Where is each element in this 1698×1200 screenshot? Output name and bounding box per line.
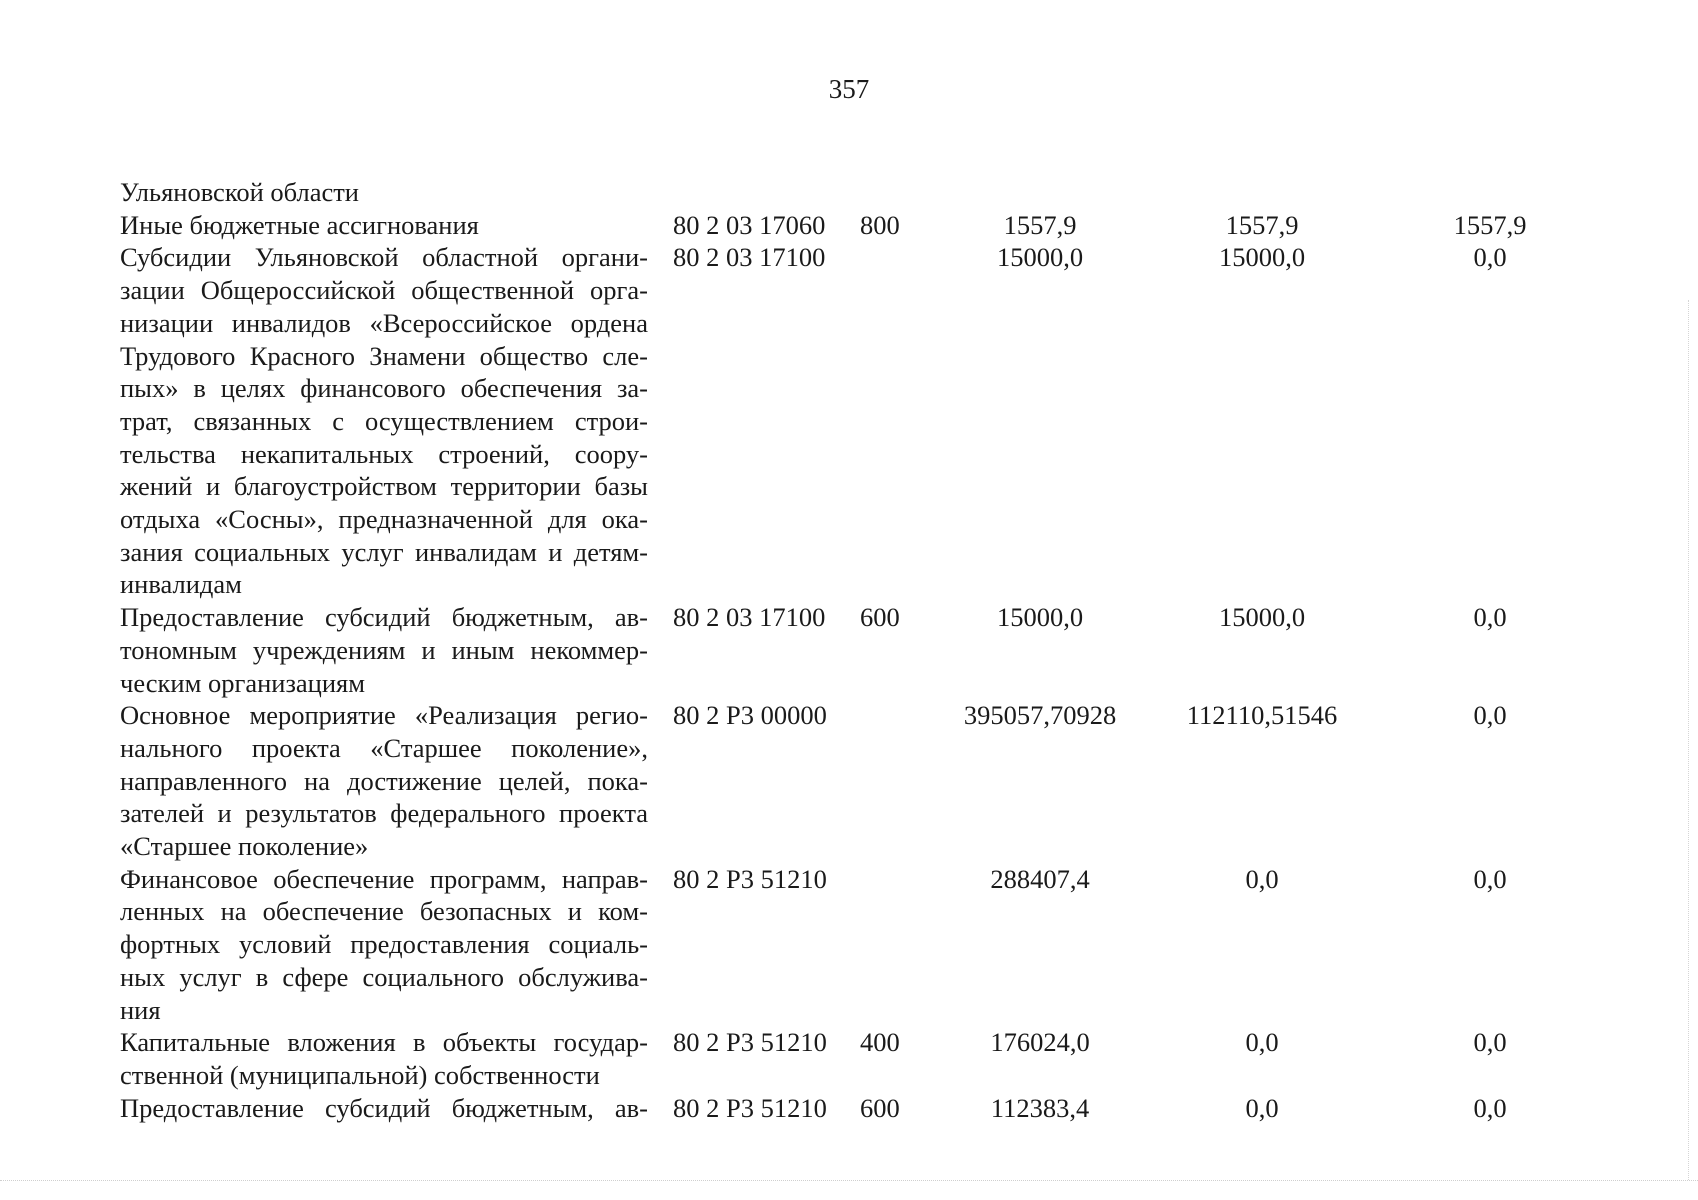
table-row bbox=[120, 1026, 1507, 1091]
description-line: тельства некапитальных строений, соору- bbox=[120, 438, 648, 469]
description-line: пых» в целях финансового обеспечения за- bbox=[120, 373, 648, 404]
table-row bbox=[120, 241, 1507, 601]
description-line: инвалидам bbox=[120, 569, 242, 600]
table-row bbox=[120, 863, 1507, 1027]
row-description bbox=[120, 863, 648, 1027]
description-line: ных услуг в сфере социального обслужива- bbox=[120, 961, 648, 992]
expense-type-code: 600 bbox=[860, 602, 900, 633]
description-line: зации Общероссийской общественной орга- bbox=[120, 275, 648, 306]
target-article-code: 80 2 Р3 51210 bbox=[673, 1092, 827, 1123]
table-row bbox=[120, 1092, 1507, 1125]
amount-year-2: 15000,0 bbox=[1218, 242, 1306, 273]
amount-year-3: 1557,9 bbox=[1453, 209, 1527, 240]
target-article-code: 80 2 03 17060 bbox=[673, 209, 826, 240]
target-article-code: 80 2 03 17100 bbox=[673, 242, 826, 273]
description-line: зания социальных услуг инвалидам и детям- bbox=[120, 536, 648, 567]
description-line: Трудового Красного Знамени общество сле- bbox=[120, 340, 648, 371]
budget-table bbox=[120, 176, 1527, 1124]
amount-year-2: 1557,9 bbox=[1225, 209, 1299, 240]
target-article-code: 80 2 Р3 51210 bbox=[673, 863, 827, 894]
description-line: Предоставление субсидий бюджетным, ав- bbox=[120, 1092, 648, 1123]
description-line: тономным учреждениям и иным некоммер- bbox=[120, 634, 648, 665]
description-line: Основное мероприятие «Реализация регио- bbox=[120, 700, 648, 731]
target-article-code: 80 2 03 17100 bbox=[673, 602, 826, 633]
description-line: «Старшее поколение» bbox=[120, 831, 369, 862]
amount-year-1: 176024,0 bbox=[990, 1027, 1090, 1058]
row-description bbox=[120, 1026, 648, 1091]
description-line: трат, связанных с осуществлением строи- bbox=[120, 405, 648, 436]
amount-year-3: 0,0 bbox=[1473, 863, 1507, 894]
table-row bbox=[120, 601, 1507, 699]
target-article-code: 80 2 Р3 51210 bbox=[673, 1027, 827, 1058]
description-line: отдыха «Сосны», предназначенной для ока- bbox=[120, 504, 648, 535]
description-line: Субсидии Ульяновской областной органи- bbox=[120, 242, 648, 273]
row-description bbox=[120, 699, 648, 863]
description-line: Иные бюджетные ассигнования bbox=[120, 209, 479, 240]
amount-year-2: 0,0 bbox=[1245, 1092, 1279, 1123]
scan-artifact-bottom bbox=[0, 1180, 1698, 1182]
amount-year-3: 0,0 bbox=[1473, 700, 1507, 731]
table-row bbox=[120, 209, 1527, 242]
description-line: ческим организациям bbox=[120, 667, 366, 698]
expense-type-code: 800 bbox=[860, 209, 900, 240]
row-description bbox=[120, 601, 648, 699]
amount-year-3: 0,0 bbox=[1473, 1027, 1507, 1058]
description-line: низации инвалидов «Всероссийское ордена bbox=[120, 307, 648, 338]
amount-year-2: 15000,0 bbox=[1218, 602, 1306, 633]
description-line: ния bbox=[120, 994, 161, 1025]
amount-year-1: 288407,4 bbox=[990, 863, 1090, 894]
amount-year-2: 0,0 bbox=[1245, 1027, 1279, 1058]
amount-year-2: 112110,51546 bbox=[1186, 700, 1338, 731]
description-line: Предоставление субсидий бюджетным, ав- bbox=[120, 602, 648, 633]
amount-year-1: 112383,4 bbox=[990, 1092, 1090, 1123]
description-line: направленного на достижение целей, пока- bbox=[120, 765, 648, 796]
description-line: Ульяновской области bbox=[120, 177, 359, 207]
description-line: нального проекта «Старшее поколение», bbox=[120, 732, 648, 763]
amount-year-1: 15000,0 bbox=[996, 602, 1084, 633]
amount-year-3: 0,0 bbox=[1473, 602, 1507, 633]
row-description bbox=[120, 209, 648, 242]
amount-year-1: 395057,70928 bbox=[963, 700, 1117, 731]
scan-artifact-edge bbox=[1688, 300, 1690, 1180]
description-line: зателей и результатов федерального проекта bbox=[120, 798, 648, 829]
table-row bbox=[120, 176, 648, 209]
page-number: 357 bbox=[828, 74, 870, 104]
row-description bbox=[120, 176, 648, 209]
row-description bbox=[120, 1092, 648, 1125]
expense-type-code: 400 bbox=[860, 1027, 900, 1058]
amount-year-3: 0,0 bbox=[1473, 242, 1507, 273]
amount-year-2: 0,0 bbox=[1245, 863, 1279, 894]
amount-year-1: 15000,0 bbox=[996, 242, 1084, 273]
description-line: Капитальные вложения в объекты государ- bbox=[120, 1027, 648, 1058]
description-line: фортных условий предоставления социаль- bbox=[120, 929, 648, 960]
description-line: ленных на обеспечение безопасных и ком- bbox=[120, 896, 648, 927]
expense-type-code: 600 bbox=[860, 1092, 900, 1123]
table-row bbox=[120, 699, 1507, 863]
description-line: ственной (муниципальной) собственности bbox=[120, 1059, 600, 1090]
description-line: жений и благоустройством территории базы bbox=[120, 471, 648, 502]
amount-year-1: 1557,9 bbox=[1003, 209, 1077, 240]
target-article-code: 80 2 Р3 00000 bbox=[673, 700, 827, 731]
amount-year-3: 0,0 bbox=[1473, 1092, 1507, 1123]
row-description bbox=[120, 241, 648, 601]
description-line: Финансовое обеспечение программ, направ- bbox=[120, 863, 648, 894]
